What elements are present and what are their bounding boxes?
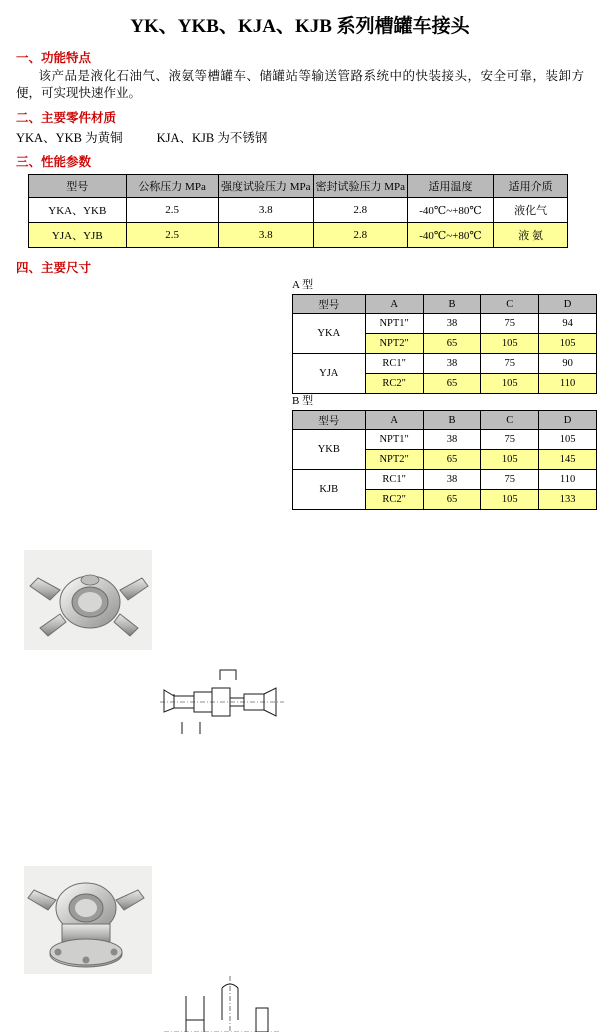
- col-header-temperature: 适用温度: [407, 175, 494, 198]
- cell-c: 105: [481, 334, 539, 354]
- col-header-strength-test: 强度试验压力 MPa: [218, 175, 313, 198]
- cell-b: 38: [423, 470, 481, 490]
- cell-seal-test: 2.8: [313, 198, 407, 223]
- cell-temperature: -40℃~+80℃: [407, 223, 494, 248]
- col-header-b: B: [423, 411, 481, 430]
- dimension-table-a: [292, 294, 597, 394]
- col-header-model: 型号: [29, 175, 127, 198]
- cell-d: 90: [539, 354, 597, 374]
- col-header-nominal-pressure: 公称压力 MPa: [126, 175, 218, 198]
- cell-c: 75: [481, 314, 539, 334]
- col-header-d: D: [539, 295, 597, 314]
- cell-b: 38: [423, 354, 481, 374]
- cell-c: 75: [481, 470, 539, 490]
- table-header-row: [293, 411, 597, 430]
- cell-model: YKA: [293, 314, 366, 354]
- col-header-model: 型号: [293, 411, 366, 430]
- cell-seal-test: 2.8: [313, 223, 407, 248]
- cell-a: RC1": [365, 470, 423, 490]
- cell-strength-test: 3.8: [218, 223, 313, 248]
- cell-a: NPT1": [365, 430, 423, 450]
- type-b-label: B 型: [292, 395, 314, 407]
- cell-medium: 液化气: [494, 198, 568, 223]
- cell-d: 145: [539, 450, 597, 470]
- cell-model: YJA: [293, 354, 366, 394]
- page-title: YK、YKB、KJA、KJB 系列槽罐车接头: [130, 16, 470, 37]
- cell-temperature: -40℃~+80℃: [407, 198, 494, 223]
- cell-model: YKA、YKB: [29, 198, 127, 223]
- table-header-row: [29, 175, 568, 198]
- features-text: 该产品是液化石油气、液氨等槽罐车、储罐站等输送管路系统中的快装接头，安全可靠，装卸方便，可实现快速作业。: [16, 69, 584, 100]
- cell-d: 105: [539, 430, 597, 450]
- col-header-a: A: [365, 295, 423, 314]
- cell-medium: 液 氨: [494, 223, 568, 248]
- cell-c: 75: [481, 354, 539, 374]
- cell-b: 65: [423, 490, 481, 510]
- drawing-type-a: [160, 650, 284, 750]
- cell-c: 75: [481, 430, 539, 450]
- material-line: [16, 128, 600, 146]
- col-header-b: B: [423, 295, 481, 314]
- cell-b: 65: [423, 334, 481, 354]
- photo-type-b: [24, 866, 152, 974]
- cell-a: NPT2": [365, 334, 423, 354]
- section-heading-performance: 三、性能参数: [16, 155, 92, 169]
- cell-d: 110: [539, 374, 597, 394]
- section-heading-features: 一、功能特点: [16, 51, 92, 65]
- type-a-label: A 型: [292, 279, 314, 291]
- table-row: [293, 430, 597, 450]
- cell-nominal-pressure: 2.5: [126, 223, 218, 248]
- dimension-block-a: [292, 276, 597, 394]
- cell-a: NPT1": [365, 314, 423, 334]
- cell-c: 105: [481, 374, 539, 394]
- col-header-model: 型号: [293, 295, 366, 314]
- dimension-table-b: [292, 410, 597, 510]
- table-header-row: [293, 295, 597, 314]
- cell-model: YJA、YJB: [29, 223, 127, 248]
- cell-a: NPT2": [365, 450, 423, 470]
- photo-type-a: [24, 550, 152, 650]
- material-right: KJA、KJB 为不锈钢: [156, 131, 268, 145]
- cell-d: 105: [539, 334, 597, 354]
- col-header-seal-test: 密封试验压力 MPa: [313, 175, 407, 198]
- table-row: [29, 198, 568, 223]
- cell-a: RC1": [365, 354, 423, 374]
- cell-b: 65: [423, 374, 481, 394]
- col-header-c: C: [481, 295, 539, 314]
- cell-d: 94: [539, 314, 597, 334]
- section-heading-dimensions: 四、主要尺寸: [16, 261, 92, 275]
- cell-model: KJB: [293, 470, 366, 510]
- cell-model: YKB: [293, 430, 366, 470]
- performance-table: [28, 174, 568, 248]
- table-row: [293, 354, 597, 374]
- table-row: [29, 223, 568, 248]
- cell-c: 105: [481, 450, 539, 470]
- dimension-block-b: [292, 392, 597, 510]
- cell-d: 133: [539, 490, 597, 510]
- cell-b: 38: [423, 430, 481, 450]
- cell-b: 65: [423, 450, 481, 470]
- cell-a: RC2": [365, 374, 423, 394]
- cell-a: RC2": [365, 490, 423, 510]
- cell-c: 105: [481, 490, 539, 510]
- col-header-d: D: [539, 411, 597, 430]
- table-row: [293, 470, 597, 490]
- drawing-type-b: [160, 974, 284, 1032]
- col-header-a: A: [365, 411, 423, 430]
- cell-d: 110: [539, 470, 597, 490]
- cell-b: 38: [423, 314, 481, 334]
- col-header-c: C: [481, 411, 539, 430]
- col-header-medium: 适用介质: [494, 175, 568, 198]
- material-left: YKA、YKB 为黄铜: [16, 131, 123, 145]
- cell-nominal-pressure: 2.5: [126, 198, 218, 223]
- section-heading-material: 二、主要零件材质: [16, 111, 117, 125]
- table-row: [293, 314, 597, 334]
- features-body: [16, 68, 584, 102]
- cell-strength-test: 3.8: [218, 198, 313, 223]
